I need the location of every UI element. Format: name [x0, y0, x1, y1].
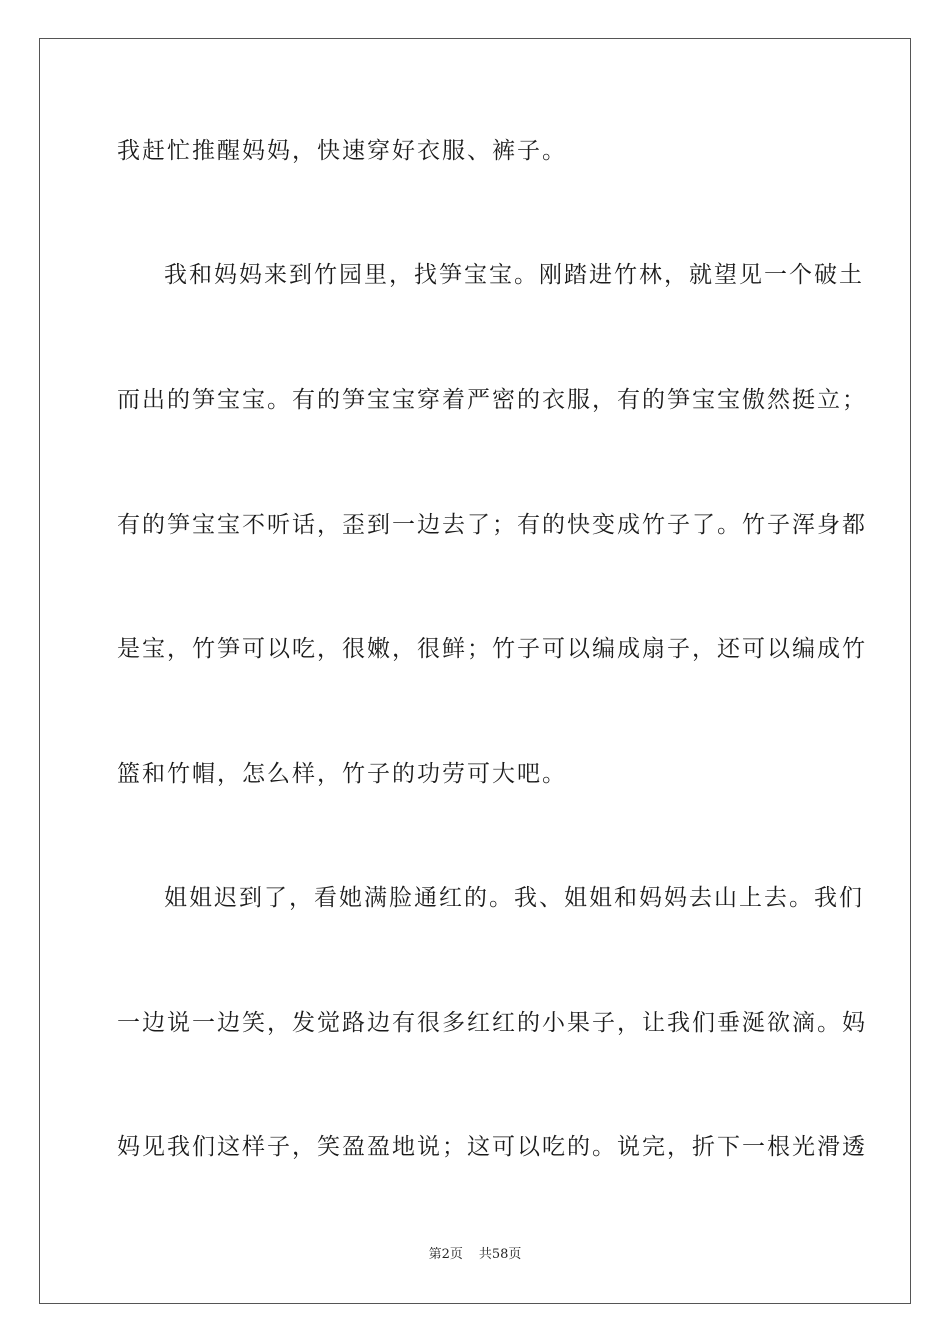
text-line-2: 我和妈妈来到竹园里，找笋宝宝。刚踏进竹林，就望见一个破土	[164, 262, 864, 288]
page-footer	[0, 1246, 950, 1264]
page-border	[39, 38, 911, 1304]
text-line-5: 是宝，竹笋可以吃，很嫩，很鲜；竹子可以编成扇子，还可以编成竹	[117, 636, 867, 662]
text-line-7: 姐姐迟到了，看她满脸通红的。我、姐姐和妈妈去山上去。我们	[164, 885, 864, 911]
text-line-1: 我赶忙推醒妈妈，快速穿好衣服、裤子。	[117, 138, 567, 164]
page-number: 第2页	[428, 1247, 463, 1262]
text-line-4: 有的笋宝宝不听话，歪到一边去了；有的快变成竹子了。竹子浑身都	[117, 512, 867, 538]
page-total: 共58页	[478, 1247, 522, 1262]
text-line-9: 妈见我们这样子，笑盈盈地说；这可以吃的。说完，折下一根光滑透	[117, 1134, 867, 1160]
text-line-6: 篮和竹帽，怎么样，竹子的功劳可大吧。	[117, 761, 567, 787]
text-line-8: 一边说一边笑，发觉路边有很多红红的小果子，让我们垂涎欲滴。妈	[117, 1010, 867, 1036]
text-line-3: 而出的笋宝宝。有的笋宝宝穿着严密的衣服，有的笋宝宝傲然挺立；	[117, 387, 867, 413]
